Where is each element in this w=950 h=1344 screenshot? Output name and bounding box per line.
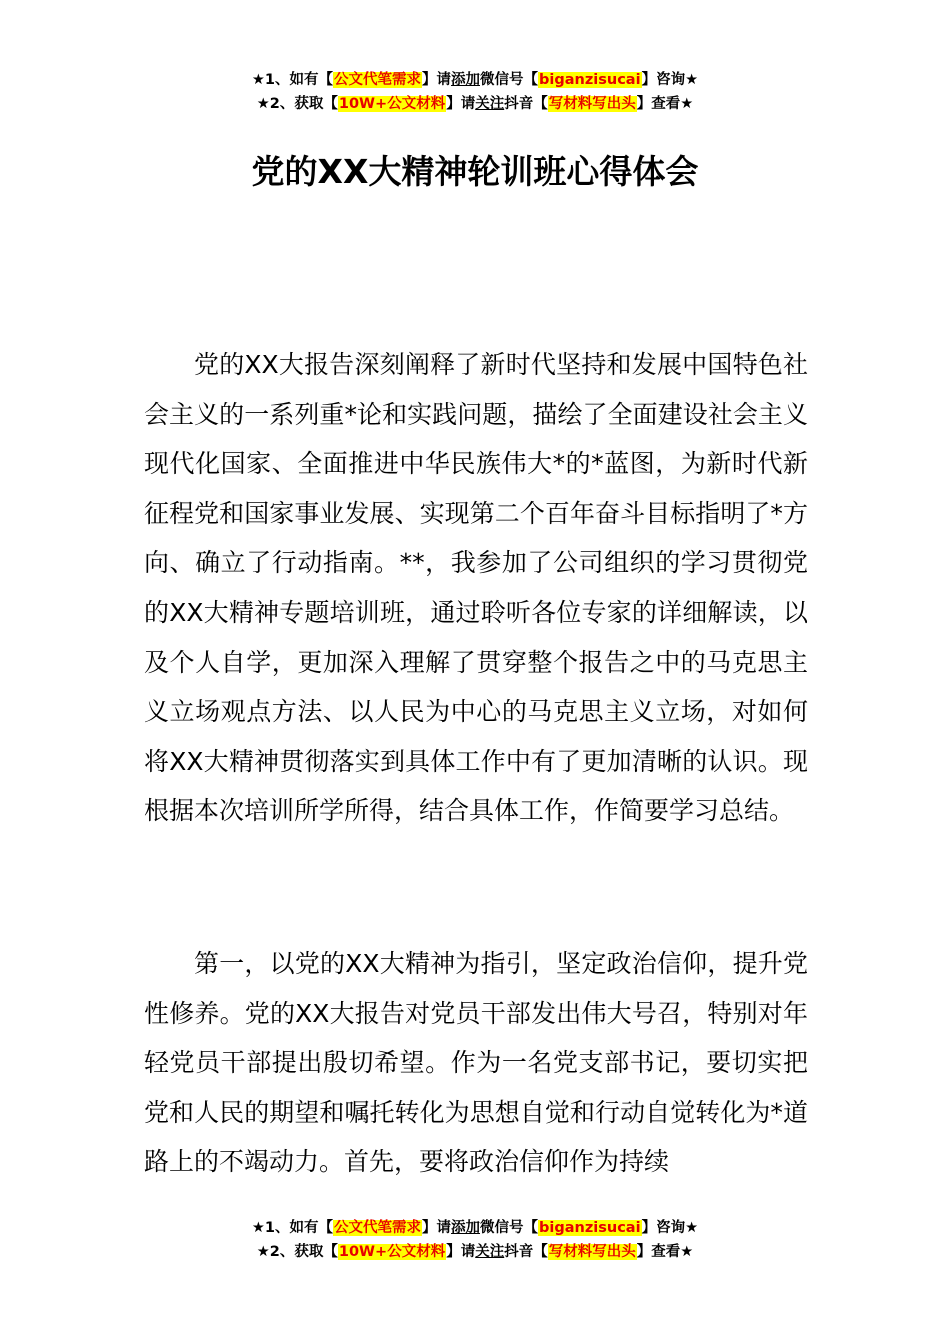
promo-highlight-service: 公文代笔需求 [334, 72, 422, 88]
promo-highlight-wechat-id: biganzisucai [539, 72, 641, 88]
promo-emphasis: 添加 [451, 72, 481, 88]
promo-emphasis: 关注 [475, 96, 505, 112]
promo-line-2: ★2、获取【10W+公文材料】请关注抖音【写材料写出头】查看★ [256, 1244, 694, 1260]
promo-highlight-materials: 10W+公文材料 [338, 1244, 446, 1260]
promo-line-1: ★1、如有【公文代笔需求】请添加微信号【biganzisucai】咨询★ [251, 1220, 699, 1236]
promo-highlight-materials: 10W+公文材料 [338, 96, 446, 112]
promo-line-1: ★1、如有【公文代笔需求】请添加微信号【biganzisucai】咨询★ [251, 72, 699, 88]
promo-highlight-wechat-id: biganzisucai [539, 1220, 641, 1236]
promo-line-2: ★2、获取【10W+公文材料】请关注抖音【写材料写出头】查看★ [256, 96, 694, 112]
promo-highlight-douyin: 写材料写出头 [548, 1244, 636, 1260]
document-title: 党的XX大精神轮训班心得体会 [251, 152, 699, 191]
promo-highlight-service: 公文代笔需求 [334, 1220, 422, 1236]
body-paragraph: 党的XX大报告深刻阐释了新时代坚持和发展中国特色社会主义的一系列重*论和实践问题，描绘了全面建设社会主义现代化国家、全面推进中华民族伟大*的*蓝图，为新时代新征程党和国家事业发展、实现第二个百年奋斗目标指明了*方向、确立了行动指南。**，我参加了公司组织的学习贯彻党的XX大精神专题培训班，通过聆听各位专家的详细解读，以及个人自学，更加深入理解了贯穿整个报告之中的马克思主义立场观点方法、以人民为中心的马克思主义立场，对如何将XX大精神贯彻落实到具体工作中有了更加清晰的认识。现根据本次培训所学所得，结合具体工作，作简要学习总结。 [144, 350, 808, 826]
promo-emphasis: 添加 [451, 1220, 481, 1236]
promo-banner-top [0, 68, 950, 116]
promo-highlight-douyin: 写材料写出头 [548, 96, 636, 112]
promo-emphasis: 关注 [475, 1244, 505, 1260]
promo-banner-bottom [0, 1216, 950, 1264]
body-paragraph: 第一，以党的XX大精神为指引，坚定政治信仰，提升党性修养。党的XX大报告对党员干部发出伟大号召，特别对年轻党员干部提出殷切希望。作为一名党支部书记，要切实把党和人民的期望和嘱托转化为思想自觉和行动自觉转化为*道路上的不竭动力。首先，要将政治信仰作为持续 [144, 949, 808, 1177]
